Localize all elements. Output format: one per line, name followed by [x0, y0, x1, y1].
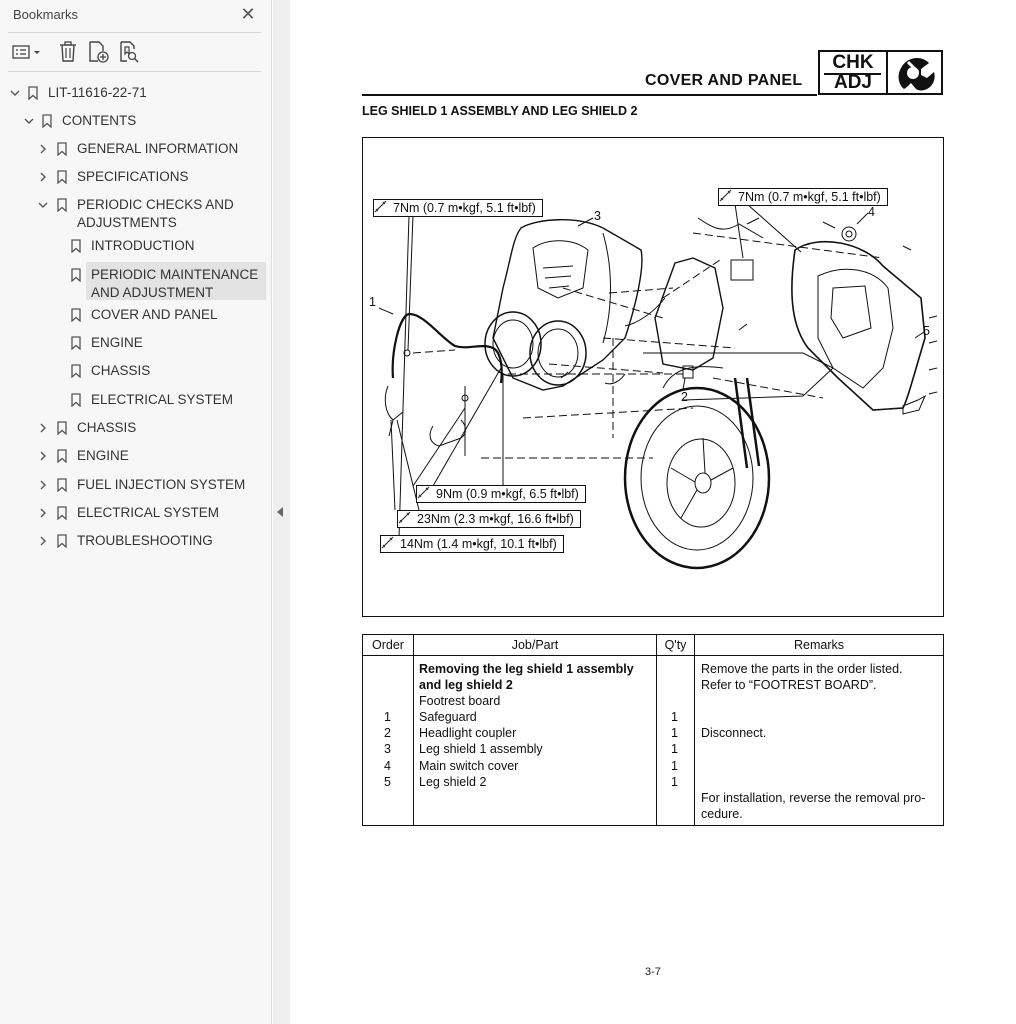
- chevron-down-icon[interactable]: [37, 199, 49, 211]
- bookmark-icon: [57, 170, 67, 184]
- chevron-right-icon[interactable]: [37, 143, 49, 155]
- row-qty: 1: [671, 710, 678, 724]
- callout-3: 3: [594, 209, 601, 223]
- chevron-down-icon[interactable]: [23, 115, 35, 127]
- bookmark-label-line1: PERIODIC CHECKS AND: [77, 197, 234, 212]
- bookmark-icon: [57, 198, 67, 212]
- torque-value: 7Nm (0.7 m•kgf, 5.1 ft•lbf): [738, 190, 881, 204]
- bookmark-icon: [71, 268, 81, 282]
- torque-spec-label: [380, 535, 564, 553]
- bookmark-icon: [71, 393, 81, 407]
- find-bookmark-icon[interactable]: [118, 40, 140, 64]
- bookmark-icon: [57, 534, 67, 548]
- column-header-job-part: Job/Part: [511, 638, 559, 652]
- bookmark-label: CONTENTS: [62, 113, 137, 128]
- job-title-line2: and leg shield 2: [419, 678, 513, 692]
- bookmark-icon: [71, 239, 81, 253]
- torque-spec-label: [397, 510, 581, 528]
- remark-line: Refer to “FOOTREST BOARD”.: [701, 678, 877, 692]
- bookmark-label: COVER AND PANEL: [91, 307, 218, 322]
- bookmark-icon: [71, 336, 81, 350]
- chk-adj-badge: [818, 50, 943, 95]
- bookmark-label-line2: ADJUSTMENTS: [77, 215, 177, 230]
- bookmark-label: ENGINE: [77, 448, 129, 463]
- part-name: Footrest board: [419, 694, 501, 708]
- bookmark-icon: [57, 478, 67, 492]
- column-header-order: Order: [372, 638, 404, 652]
- badge-separator: [886, 52, 888, 93]
- page-number: 3-7: [645, 966, 661, 978]
- torque-spec-label: [373, 199, 543, 217]
- footer-remark-line: cedure.: [701, 807, 743, 821]
- column-divider: [413, 635, 414, 825]
- panel-title: Bookmarks: [13, 7, 79, 22]
- bookmark-label: CHASSIS: [91, 363, 151, 378]
- bookmark-label: TROUBLESHOOTING: [77, 533, 213, 548]
- badge-bottom-text: ADJ: [833, 72, 872, 93]
- row-order: 3: [384, 742, 391, 756]
- bookmark-icon: [57, 142, 67, 156]
- row-remark: Disconnect.: [701, 726, 767, 740]
- torque-value: 7Nm (0.7 m•kgf, 5.1 ft•lbf): [393, 201, 536, 215]
- column-header-qty: Q'ty: [664, 638, 687, 652]
- callout-5: 5: [923, 324, 930, 338]
- chevron-right-icon[interactable]: [37, 535, 49, 547]
- torque-spec-label: [416, 485, 586, 503]
- bookmark-icon: [71, 364, 81, 378]
- part-name: Main switch cover: [419, 759, 519, 773]
- bookmark-label: ENGINE: [91, 335, 143, 350]
- header-divider: [363, 655, 943, 656]
- bookmarks-panel: [0, 0, 272, 1024]
- row-qty: 1: [671, 726, 678, 740]
- chevron-right-icon[interactable]: [37, 422, 49, 434]
- row-order: 1: [384, 710, 391, 724]
- column-divider: [656, 635, 657, 825]
- bookmark-icon: [57, 449, 67, 463]
- row-qty: 1: [671, 775, 678, 789]
- row-qty: 1: [671, 742, 678, 756]
- bookmark-label-line2: AND ADJUSTMENT: [91, 285, 214, 300]
- torque-wrench-icon: [398, 511, 411, 524]
- callout-4: 4: [868, 205, 875, 219]
- part-name: Leg shield 1 assembly: [419, 742, 543, 756]
- bookmark-label: SPECIFICATIONS: [77, 169, 189, 184]
- bookmark-icon: [57, 421, 67, 435]
- part-name: Headlight coupler: [419, 726, 517, 740]
- chevron-down-icon[interactable]: [9, 87, 21, 99]
- torque-wrench-icon: [381, 536, 394, 549]
- bookmark-label: ELECTRICAL SYSTEM: [77, 505, 220, 520]
- part-name: Leg shield 2: [419, 775, 487, 789]
- bookmark-icon: [28, 86, 38, 100]
- section-title: LEG SHIELD 1 ASSEMBLY AND LEG SHIELD 2: [362, 104, 638, 118]
- bookmark-label: CHASSIS: [77, 420, 137, 435]
- torque-value: 14Nm (1.4 m•kgf, 10.1 ft•lbf): [400, 537, 557, 551]
- part-name: Safeguard: [419, 710, 477, 724]
- bookmark-icon: [71, 308, 81, 322]
- divider: [8, 71, 261, 72]
- exploded-diagram: [362, 137, 944, 617]
- document-page: [290, 0, 1016, 1024]
- bookmark-label-line1: PERIODIC MAINTENANCE: [91, 267, 259, 282]
- chevron-right-icon[interactable]: [37, 507, 49, 519]
- wrench-icon: [894, 53, 938, 92]
- row-qty: 1: [671, 759, 678, 773]
- parts-table: [362, 634, 944, 826]
- bookmark-icon: [42, 114, 52, 128]
- chevron-right-icon[interactable]: [37, 479, 49, 491]
- column-header-remarks: Remarks: [793, 638, 844, 652]
- bookmark-label: LIT-11616-22-71: [48, 85, 147, 100]
- new-bookmark-icon[interactable]: [87, 40, 109, 64]
- callout-2: 2: [681, 390, 688, 404]
- chevron-right-icon[interactable]: [37, 450, 49, 462]
- page-title: COVER AND PANEL: [645, 72, 803, 89]
- delete-bookmark-icon[interactable]: [57, 40, 79, 64]
- torque-spec-label: [718, 188, 888, 206]
- torque-wrench-icon: [719, 189, 732, 202]
- torque-value: 23Nm (2.3 m•kgf, 16.6 ft•lbf): [417, 512, 574, 526]
- title-rule: [362, 94, 817, 96]
- job-title-line1: Removing the leg shield 1 assembly: [419, 662, 634, 676]
- divider: [8, 32, 261, 33]
- bookmark-icon: [57, 506, 67, 520]
- callout-1: 1: [369, 295, 376, 309]
- footer-remark-line: For installation, reverse the removal pro-: [701, 791, 926, 805]
- bookmark-label: GENERAL INFORMATION: [77, 141, 239, 156]
- collapse-panel-icon[interactable]: [274, 504, 286, 520]
- remark-line: Remove the parts in the order listed.: [701, 662, 903, 676]
- row-order: 5: [384, 775, 391, 789]
- torque-wrench-icon: [417, 486, 430, 499]
- bookmark-label: FUEL INJECTION SYSTEM: [77, 477, 246, 492]
- chevron-right-icon[interactable]: [37, 171, 49, 183]
- column-divider: [694, 635, 695, 825]
- torque-value: 9Nm (0.9 m•kgf, 6.5 ft•lbf): [436, 487, 579, 501]
- bookmark-label: ELECTRICAL SYSTEM: [91, 392, 234, 407]
- torque-wrench-icon: [374, 200, 387, 213]
- options-menu-icon[interactable]: [12, 40, 44, 64]
- row-order: 2: [384, 726, 391, 740]
- bookmark-label: INTRODUCTION: [91, 238, 195, 253]
- close-icon[interactable]: ✕: [240, 4, 256, 24]
- badge-top-text: CHK: [832, 52, 874, 73]
- row-order: 4: [384, 759, 391, 773]
